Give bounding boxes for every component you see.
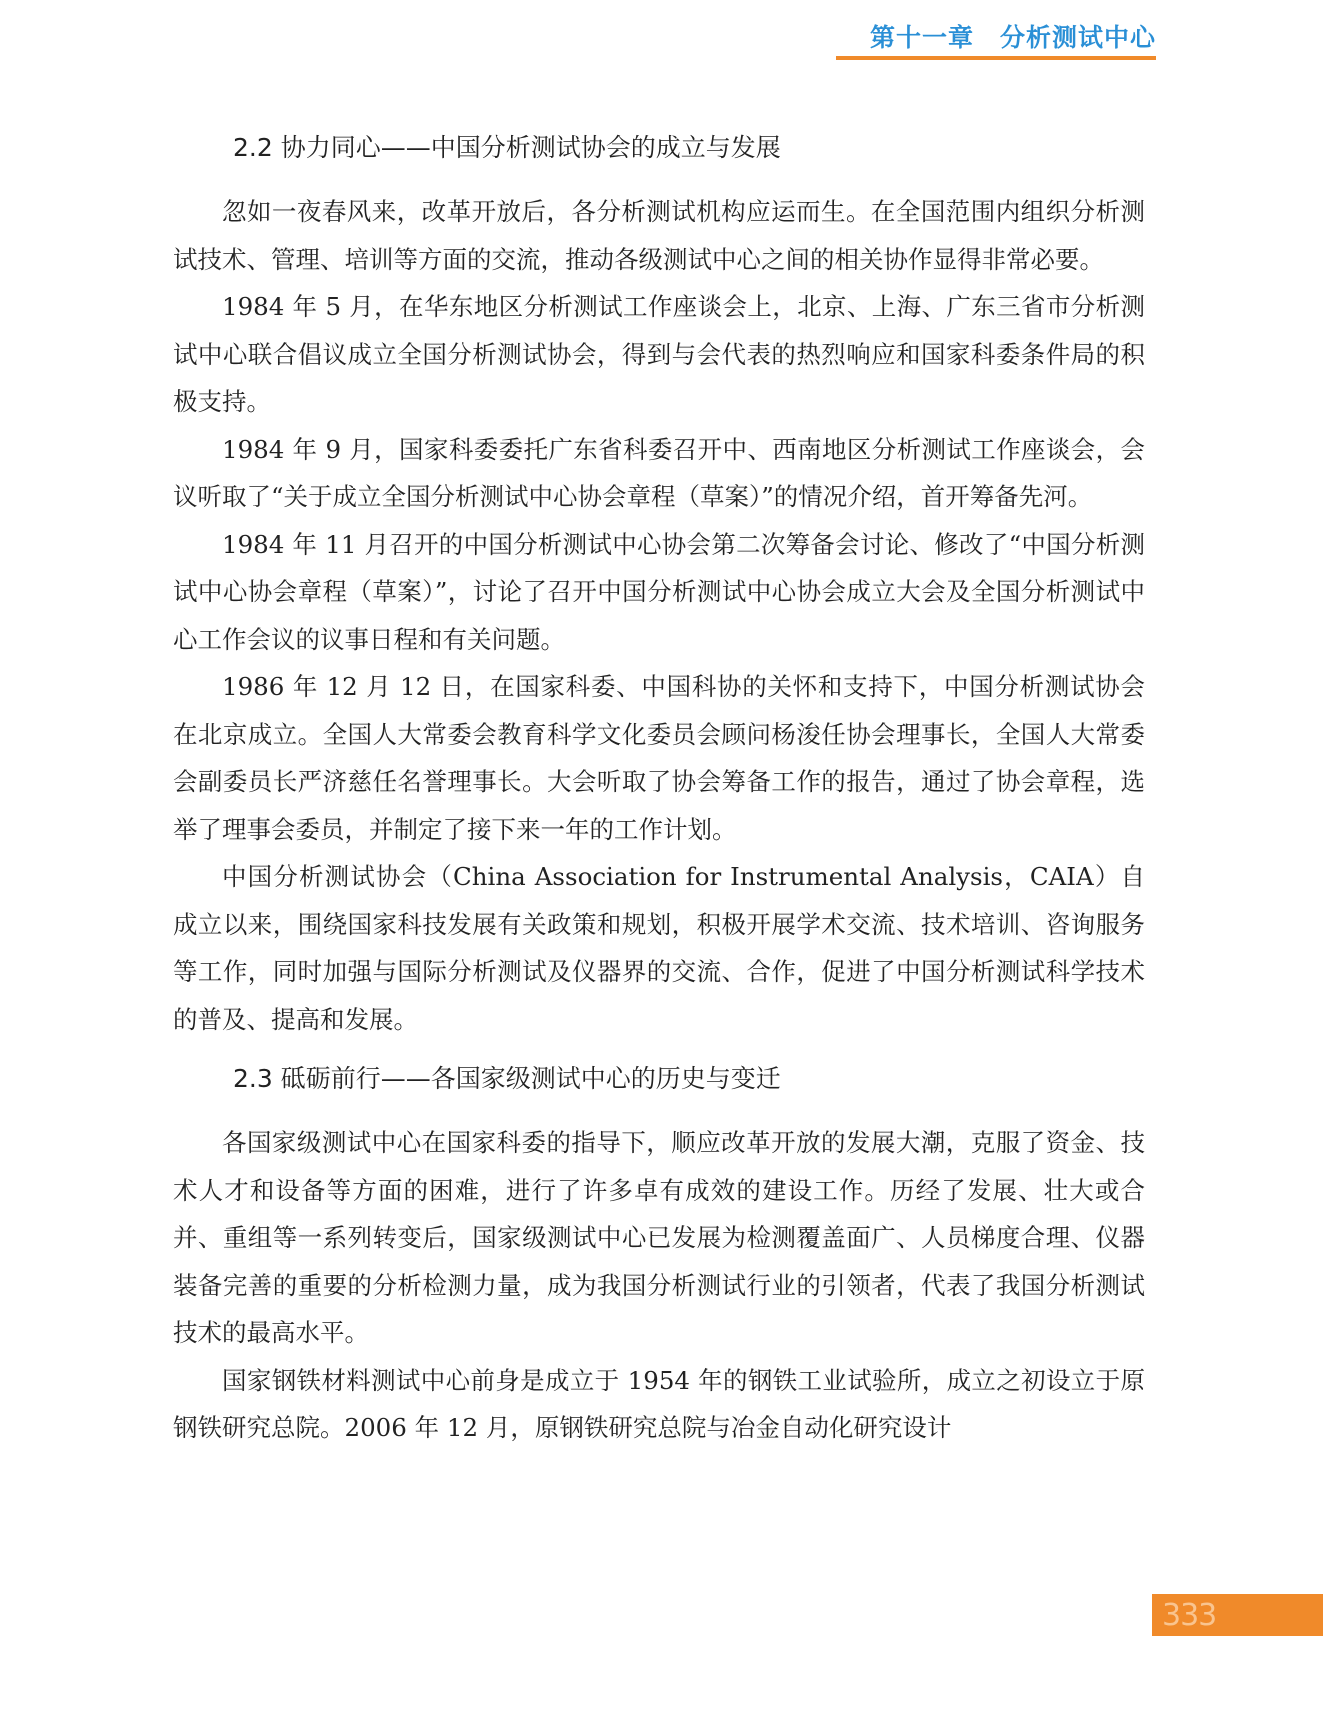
section-heading-2-2: 2.2 协力同心——中国分析测试协会的成立与发展	[233, 133, 781, 162]
paragraph: 1984 年 11 月召开的中国分析测试中心协会第二次筹备会讨论、修改了“中国分析测试中心协会章程（草案）”，讨论了召开中国分析测试中心协会成立大会及全国分析测试中心工作会议的议事日程和有关问题。	[173, 529, 1145, 654]
paragraph: 1984 年 9 月，国家科委委托广东省科委召开中、西南地区分析测试工作座谈会，会议听取了“关于成立全国分析测试中心协会章程（草案）”的情况介绍，首开筹备先河。	[173, 434, 1145, 511]
paragraph: 中国分析测试协会（China Association for Instrumental Analysis，CAIA）自成立以来，围绕国家科技发展有关政策和规划，积极开展学术交流、技术培训、咨询服务等工作，同时加强与国际分析测试及仪器界的交流、合作，促进了中国分析测试科学技术的普及、提高和发展。	[173, 862, 1145, 1034]
paragraph: 1984 年 5 月，在华东地区分析测试工作座谈会上，北京、上海、广东三省市分析测试中心联合倡议成立全国分析测试协会，得到与会代表的热烈响应和国家科委条件局的积极支持。	[173, 292, 1145, 416]
paragraph: 1986 年 12 月 12 日，在国家科委、中国科协的关怀和支持下，中国分析测试协会在北京成立。全国人大常委会教育科学文化委员会顾问杨浚任协会理事长，全国人大常委会副委员长严济慈任名誉理事长。大会听取了协会筹备工作的报告，通过了协会章程，选举了理事会委员，并制定了接下来一年的工作计划。	[173, 672, 1145, 844]
paragraph: 国家钢铁材料测试中心前身是成立于 1954 年的钢铁工业试验所，成立之初设立于原钢铁研究总院。2006 年 12 月，原钢铁研究总院与冶金自动化研究设计	[173, 1365, 1145, 1442]
paragraph: 各国家级测试中心在国家科委的指导下，顺应改革开放的发展大潮，克服了资金、技术人才和设备等方面的困难，进行了许多卓有成效的建设工作。历经了发展、壮大或合并、重组等一系列转变后，国家级测试中心已发展为检测覆盖面广、人员梯度合理、仪器装备完善的重要的分析检测力量，成为我国分析测试行业的引领者，代表了我国分析测试技术的最高水平。	[173, 1128, 1145, 1347]
section-heading-2-3: 2.3 砥砺前行——各国家级测试中心的历史与变迁	[233, 1064, 781, 1093]
paragraph: 忽如一夜春风来，改革开放后，各分析测试机构应运而生。在全国范围内组织分析测试技术、管理、培训等方面的交流，推动各级测试中心之间的相关协作显得非常必要。	[173, 197, 1145, 274]
page-number: 333	[1162, 1598, 1217, 1633]
chapter-number: 第十一章	[869, 23, 974, 52]
header-rule	[836, 56, 1156, 60]
running-header	[836, 14, 1156, 60]
page-number-tab	[1152, 1594, 1323, 1636]
page-body	[173, 126, 1145, 1452]
chapter-name: 分析测试中心	[999, 23, 1156, 52]
chapter-title	[870, 18, 1156, 54]
